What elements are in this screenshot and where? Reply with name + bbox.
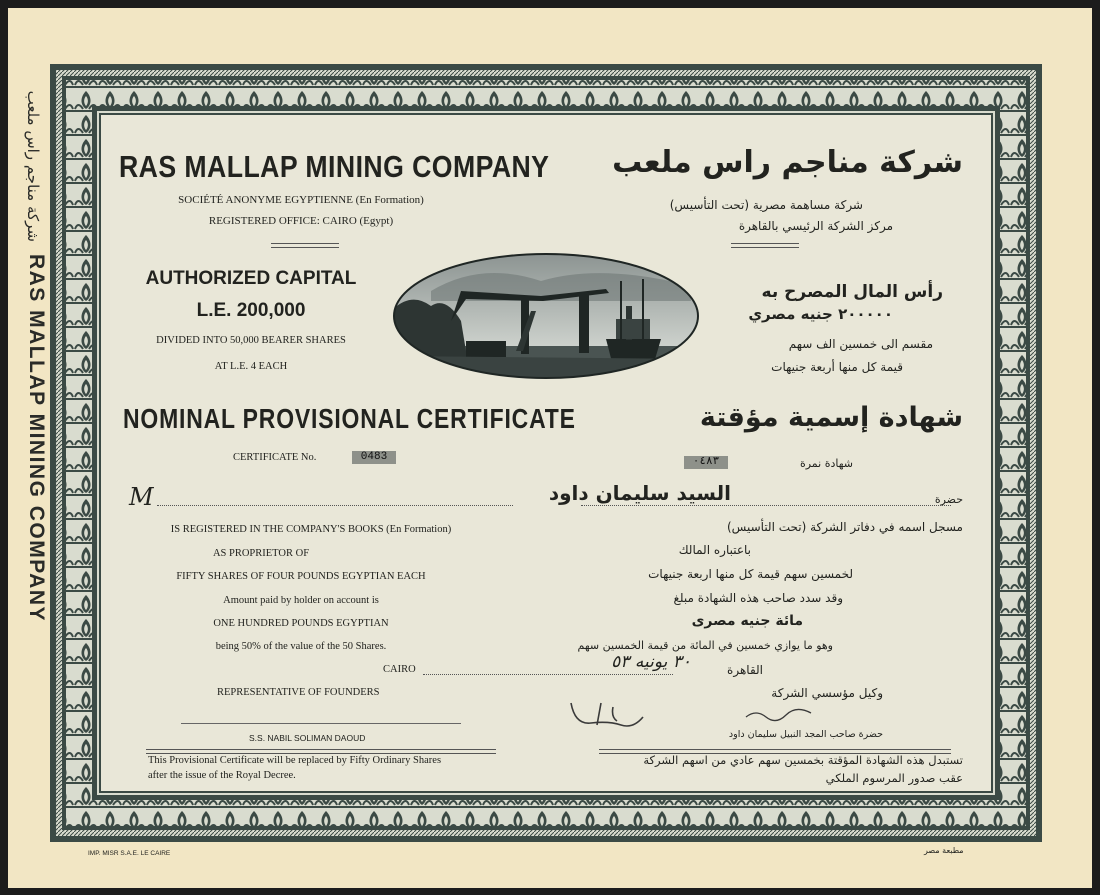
registered-office-en: REGISTERED OFFICE: CAIRO (Egypt) [208,215,394,227]
amount-paid-line-ar: وقد سدد صاحب هذه الشهادة مبلغ [673,591,843,605]
holder-signature [741,705,821,725]
certificate-title-ar: شهادة إسمية مؤقتة [699,402,963,433]
signature-line-en [181,723,461,724]
amount-text-ar: مائة جنيه مصرى [691,613,803,629]
date-line-en [423,674,673,675]
certificate-body [101,115,991,791]
company-type-ar: شركة مساهمة مصرية (تحت التأسيس) [669,198,863,212]
divided-into-ar: مقسم الى خمسين الف سهم [788,337,933,351]
amount-paid-line-en: Amount paid by holder on account is [223,595,379,606]
share-price-en: AT L.E. 4 EACH [214,361,288,372]
holder-prefix-ar: حضرة [934,493,963,506]
note-divider-en [146,749,496,754]
shares-line-en: FIFTY SHARES OF FOUR POUNDS EGYPTIAN EACH [176,571,426,582]
printer-imprint-en: IMP. MISR S.A.E. LE CAIRE [88,850,171,857]
holder-name-line-en [157,505,513,506]
date-handwritten-ar: ٣٠ يونيه ٥٣ [611,652,691,672]
holder-name-printed-en: S.S. NABIL SOLIMAN DAOUD [249,733,366,743]
amount-text-en: ONE HUNDRED POUNDS EGYPTIAN [213,618,389,629]
proprietor-line-ar: باعتباره المالك [678,543,751,557]
replacement-note-2-ar: عقب صدور المرسوم الملكي [825,771,963,785]
representative-label-en: REPRESENTATIVE OF FOUNDERS [217,687,380,698]
holder-name-handwritten-ar: السيد سليمان داود [548,481,731,505]
certificate-no-label-ar: شهادة نمرة [799,457,853,470]
divider-line-ar [731,243,799,248]
holder-name-line-ar [581,505,951,506]
certificate-no-label-en: CERTIFICATE No. [233,452,317,463]
shares-line-ar: لخمسين سهم قيمة كل منها اربعة جنيهات [648,567,853,581]
certificate-number-box-ar: ٠٤٨٣ [684,456,728,469]
certificate-title-en: NOMINAL PROVISIONAL CERTIFICATE [123,403,576,434]
registered-line-en: IS REGISTERED IN THE COMPANY'S BOOKS (En Formation) [170,524,452,535]
company-type-en: SOCIÉTÉ ANONYME EGYPTIENNE (En Formation) [178,194,424,206]
port-vignette [391,251,701,381]
company-name-en: RAS MALLAP MINING COMPANY [119,149,550,184]
divided-into-en: DIVIDED INTO 50,000 BEARER SHARES [156,335,346,346]
authorized-capital-label-en: AUTHORIZED CAPITAL [145,268,357,289]
replacement-note-1-en: This Provisional Certificate will be replaced by Fifty Ordinary Shares [148,755,442,766]
capital-amount-en: L.E. 200,000 [196,300,306,321]
registered-line-ar: مسجل اسمه في دفاتر الشركة (تحت التأسيس) [727,520,963,534]
stub-arabic-text: شركة مناجم راس ملعب [24,90,42,242]
certificate-paper [8,8,1092,888]
holder-prefix-en: M [129,483,154,511]
registered-office-ar: مركز الشركة الرئيسي بالقاهرة [738,219,893,233]
company-name-ar: شركة مناجم راس ملعب [612,145,963,180]
authorized-capital-label-ar: رأس المال المصرح به [761,282,943,302]
replacement-note-1-ar: تستبدل هذه الشهادة المؤقتة بخمسين سهم عادي من اسهم الشركة [643,753,963,767]
representative-label-ar: وكيل مؤسسي الشركة [771,686,883,700]
being-line-en: being 50% of the value of the 50 Shares. [215,641,387,652]
capital-amount-ar: ٢٠٠٠٠٠ جنيه مصري [748,305,893,323]
founder-signature [561,695,651,735]
share-price-ar: قيمة كل منها أربعة جنيهات [771,360,903,374]
printer-imprint-ar: مطبعة مصر [924,846,964,855]
cairo-label-ar: القاهرة [727,663,763,677]
stub-company-text: RAS MALLAP MINING COMPANY [25,253,48,623]
replacement-note-2-en: after the issue of the Royal Decree. [148,770,296,781]
proprietor-line-en: AS PROPRIETOR OF [212,548,310,559]
being-line-ar: وهو ما يوازي خمسين في المائة من قيمة الخمسين سهم [577,639,833,652]
certificate-number-box-en: 0483 [352,451,396,464]
divider-line-en [271,243,339,248]
holder-name-printed-ar: حضرة صاحب المجد النبيل سليمان داود [728,729,883,740]
cairo-label-en: CAIRO [383,664,416,675]
